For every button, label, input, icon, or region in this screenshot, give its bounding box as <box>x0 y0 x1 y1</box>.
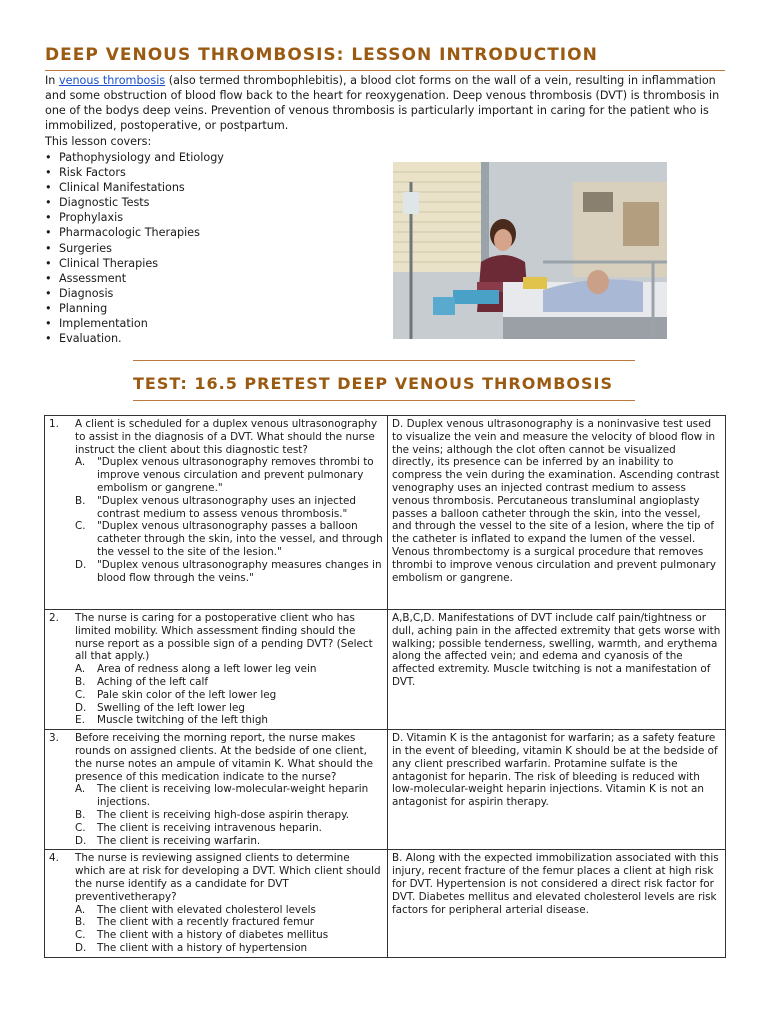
test-title: TEST: 16.5 PRETEST DEEP VENOUS THROMBOSIS <box>133 374 635 401</box>
topic-item: • Risk Factors <box>45 165 224 180</box>
venous-thrombosis-link[interactable]: venous thrombosis <box>58 74 166 87</box>
option-letter: D. <box>75 558 87 571</box>
answer-option <box>75 904 383 917</box>
answer-cell: D. Duplex venous ultrasonography is a noninvasive test used to visualize the vein and measure the velocity of blood flow in the veins; although the clot often cannot be visualized directly, its presence can be inferred by an inability to compress the vein during the examination. Ascending contrast venography uses an injected contrast medium to assess venous thrombosis. Percutaneous transluminal angioplasty passes a balloon catheter through the skin, into the vessel, and through the vessel to the site of a lesion, where the tip of the catheter is inflated to expand the lumen of the vessel. Venous thrombectomy is a surgical procedure that removes thrombi to improve venous circulation and prevent pulmonary embolism or gangrene. <box>388 416 726 610</box>
option-text: The client is receiving low-molecular-weight heparin injections. <box>97 783 369 809</box>
question-number: 1. <box>49 418 59 430</box>
topic-item: • Clinical Manifestations <box>45 180 224 195</box>
answer-option <box>75 929 383 942</box>
intro-text-rest: (also termed thrombophlebitis), a blood clot forms on the wall of a vein, resulting in inflammation and some obstruction of blood flow back to the heart for reoxygenation. Deep venous thrombosis (DVT) is thrombosis in one of the bodys deep veins. Prevention of venous thrombosis is particularly important in caring for the patient who is immobilized, postoperative, or postpartum. <box>45 74 720 132</box>
table-row <box>45 610 726 730</box>
answer-option <box>75 702 383 715</box>
intro-text-start: In <box>45 74 59 87</box>
option-text: Muscle twitching of the left thigh <box>97 714 268 727</box>
question-cell <box>45 610 388 730</box>
question-cell <box>45 416 388 610</box>
option-letter: D. <box>75 834 87 847</box>
topic-item: • Pharmacologic Therapies <box>45 225 224 240</box>
option-text: "Duplex venous ultrasonography measures changes in blood flow through the veins." <box>97 558 382 584</box>
answer-option <box>75 822 383 835</box>
option-text: Aching of the left calf <box>97 675 209 688</box>
option-text: Pale skin color of the left lower leg <box>97 688 277 701</box>
option-text: The client with a history of diabetes mellitus <box>97 929 329 942</box>
option-text: The client is receiving warfarin. <box>97 834 261 847</box>
topic-item: • Prophylaxis <box>45 210 224 225</box>
question-number: 4. <box>49 852 59 865</box>
option-letter: B. <box>75 916 86 929</box>
option-letter: C. <box>75 688 86 701</box>
topic-item: • Implementation <box>45 316 224 331</box>
option-letter: B. <box>75 675 86 688</box>
answer-option <box>75 783 383 809</box>
option-letter: E. <box>75 714 85 727</box>
option-text: "Duplex venous ultrasonography uses an injected contrast medium to assess venous thrombosis." <box>97 494 356 520</box>
answer-option <box>75 663 383 676</box>
lesson-title: DEEP VENOUS THROMBOSIS: LESSON INTRODUCTION <box>45 45 725 71</box>
topic-item: • Surgeries <box>45 241 224 256</box>
option-text: "Duplex venous ultrasonography removes thrombi to improve venous circulation and prevent pulmonary embolism or gangrene." <box>97 456 374 494</box>
option-letter: A. <box>75 456 86 469</box>
option-text: The client is receiving intravenous heparin. <box>97 821 322 834</box>
answer-cell: D. Vitamin K is the antagonist for warfarin; as a safety feature in the event of bleeding, vitamin K should be at the bedside of any client prescribed warfarin. Protamine sulfate is the antagonist for heparin. The risk of bleeding is reduced with low-molecular-weight heparin injections. Vitamin K is not an antagonist for aspirin therapy. <box>388 730 726 850</box>
answer-option <box>75 495 383 521</box>
topic-item: • Clinical Therapies <box>45 256 224 271</box>
option-letter: C. <box>75 821 86 834</box>
option-text: The client with a history of hypertension <box>97 941 308 954</box>
answer-option <box>75 809 383 822</box>
answer-option <box>75 559 383 585</box>
option-letter: D. <box>75 941 87 954</box>
question-cell <box>45 730 388 850</box>
question-number: 3. <box>49 732 59 745</box>
option-letter: A. <box>75 783 86 796</box>
option-text: Area of redness along a left lower leg vein <box>97 663 317 676</box>
topic-item: • Assessment <box>45 271 224 286</box>
option-letter: C. <box>75 520 86 533</box>
option-text: "Duplex venous ultrasonography passes a balloon catheter through the skin, into the vessel, and through the vessel to the site of the lesion." <box>97 520 383 558</box>
question-text: The nurse is reviewing assigned clients to determine which are at risk for developing a DVT. Which client should the nurse identify as a candidate for DVT preventivetherapy? <box>75 852 381 903</box>
topic-list <box>45 150 224 346</box>
option-letter: C. <box>75 929 86 942</box>
answer-option <box>75 456 383 494</box>
answer-cell: B. Along with the expected immobilization associated with this injury, recent fracture of the femur places a client at high risk for DVT. Hypertension is not considered a direct risk factor for DVT. Diabetes mellitus and elevated cholesterol levels are risk factors for peripheral arterial disease. <box>388 850 726 957</box>
option-text: The client with elevated cholesterol levels <box>97 903 316 916</box>
answer-option <box>75 520 383 558</box>
topic-item: • Diagnostic Tests <box>45 195 224 210</box>
pretest-table <box>44 415 726 958</box>
topic-item: • Pathophysiology and Etiology <box>45 150 224 165</box>
answer-option <box>75 916 383 929</box>
question-text: The nurse is caring for a postoperative client who has limited mobility. Which assessment finding should the nurse report as a possible sign of a pending DVT? (Select all that apply.) <box>75 612 373 663</box>
table-row <box>45 850 726 957</box>
section-divider <box>133 360 635 361</box>
option-text: Swelling of the left lower leg <box>97 701 246 714</box>
lesson-intro <box>45 73 735 133</box>
topic-item: • Diagnosis <box>45 286 224 301</box>
option-letter: A. <box>75 903 86 916</box>
answer-option <box>75 942 383 955</box>
hospital-room-photo <box>393 162 667 339</box>
option-letter: B. <box>75 494 86 507</box>
covers-label: This lesson covers: <box>45 135 152 148</box>
answer-option <box>75 714 383 727</box>
question-number: 2. <box>49 612 59 624</box>
answer-option <box>75 835 383 848</box>
option-text: The client is receiving high-dose aspirin therapy. <box>97 808 350 821</box>
option-letter: A. <box>75 663 86 676</box>
question-cell <box>45 850 388 957</box>
option-text: The client with a recently fractured femur <box>97 916 315 929</box>
question-text: A client is scheduled for a duplex venous ultrasonography to assist in the diagnosis of a DVT. What should the nurse instruct the client about this diagnostic test? <box>75 418 378 456</box>
table-row <box>45 730 726 850</box>
question-text: Before receiving the morning report, the nurse makes rounds on assigned clients. At the bedside of one client, the nurse notes an ampule of vitamin K. What should the presence of this medication indicate to the nurse? <box>75 732 374 783</box>
topic-item: • Evaluation. <box>45 331 224 346</box>
answer-cell: A,B,C,D. Manifestations of DVT include calf pain/tightness or dull, aching pain in the affected extremity that gets worse with walking; possible tenderness, swelling, warmth, and erythema along the affected vein; and edema and cyanosis of the affected extremity. Muscle twitching is not a manifestation of DVT. <box>388 610 726 730</box>
answer-option <box>75 689 383 702</box>
table-row <box>45 416 726 610</box>
topic-item: • Planning <box>45 301 224 316</box>
answer-option <box>75 676 383 689</box>
option-letter: D. <box>75 701 87 714</box>
option-letter: B. <box>75 808 86 821</box>
